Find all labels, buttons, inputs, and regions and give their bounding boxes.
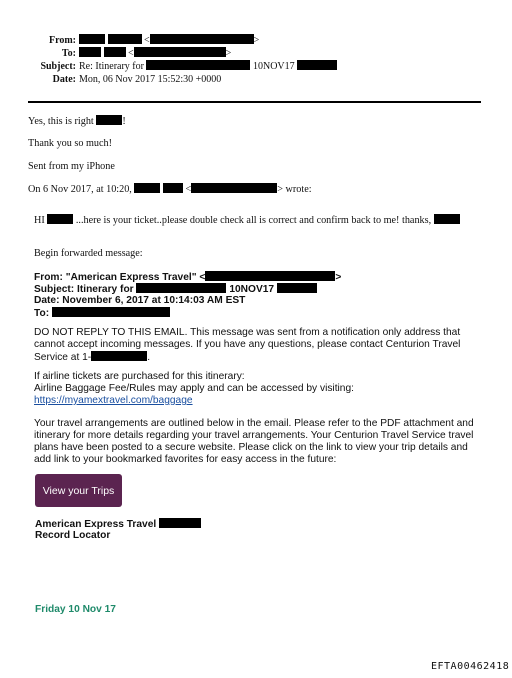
header-from-row (0, 34, 259, 47)
notice-line-1: DO NOT REPLY TO THIS EMAIL. This message was sent from a notification only address that (34, 327, 461, 338)
subject-prefix: Re: Itinerary for (79, 61, 144, 72)
reply-line-3: Sent from my iPhone (28, 161, 115, 172)
redaction (79, 47, 101, 57)
redaction (163, 183, 183, 193)
redaction (79, 34, 105, 44)
angle-close: > (335, 272, 342, 283)
redaction (52, 307, 170, 317)
travel-line-4: add link to your bookmarked favorites for easy access in the future: (34, 454, 337, 465)
redaction (205, 271, 335, 281)
redaction (146, 60, 250, 70)
redaction (91, 351, 147, 361)
quoted-message (34, 214, 460, 226)
angle-open: < (185, 184, 192, 195)
reply-line-2: Thank you so much! (28, 138, 113, 149)
quote-attribution (28, 183, 312, 195)
redaction (434, 214, 460, 224)
fwd-to-row (34, 307, 170, 321)
message-text: ...here is your ticket..please double check all is correct and confirm back to me! thanks, (75, 215, 432, 226)
baggage-link[interactable] (34, 395, 193, 408)
redaction (134, 183, 160, 193)
redaction (47, 214, 73, 224)
reply-punct: ! (122, 116, 126, 127)
redaction (136, 283, 226, 293)
travel-line-1: Your travel arrangements are outlined below in the email. Please refer to the PDF attachment and (34, 418, 474, 429)
fwd-to: To: (34, 308, 50, 319)
redaction (297, 60, 337, 70)
travel-line-3: plans have been posted to a secure website. Please click on the link to view your trip details and (34, 442, 468, 453)
notice-line-2: cannot accept incoming messages. If you have any questions, please contact Centurion Travel (34, 339, 461, 350)
redaction (96, 115, 122, 125)
date-value: Mon, 06 Nov 2017 15:52:30 +0000 (79, 74, 222, 85)
view-trips-button[interactable]: View your Trips (35, 474, 122, 507)
subject-code: 10NOV17 (252, 61, 295, 72)
angle-close: > (225, 48, 232, 59)
redaction (108, 34, 142, 44)
travel-line-2: itinerary for more details regarding your travel arrangements. Your Centurion Travel Service travel (34, 430, 474, 441)
document-id: EFTA00462418 (431, 661, 510, 672)
angle-open: < (128, 48, 134, 59)
begin-forwarded: Begin forwarded message: (34, 248, 143, 259)
to-label: To: (61, 48, 76, 59)
fwd-date-row: Date: November 6, 2017 at 10:14:03 AM EST (34, 295, 246, 306)
notice-line-3 (34, 351, 150, 365)
amex-label: American Express Travel (35, 519, 157, 530)
quote-suffix: > wrote: (277, 184, 312, 195)
redaction (277, 283, 317, 293)
airline-line-2: Airline Baggage Fee/Rules may apply and can be accessed by visiting: (34, 383, 354, 394)
fwd-subject: Subject: Itinerary for (34, 284, 134, 295)
redaction (134, 47, 226, 57)
reply-text: Yes, this is right (28, 116, 94, 127)
notice-punct: . (147, 352, 151, 363)
header-divider (28, 101, 481, 103)
header-subject-row (0, 60, 337, 73)
header-date-row (0, 73, 221, 86)
airline-line-1: If airline tickets are purchased for this itinerary: (34, 371, 245, 382)
redaction (191, 183, 277, 193)
redaction (150, 34, 254, 44)
notice-text: Service at 1- (34, 352, 92, 363)
fwd-from: From: "American Express Travel" < (34, 272, 206, 283)
header-to-row (0, 47, 231, 60)
date-label: Date: (52, 74, 76, 85)
day-heading: Friday 10 Nov 17 (35, 604, 116, 615)
greeting: HI (34, 215, 45, 226)
subject-label: Subject: (40, 61, 76, 72)
from-label: From: (48, 35, 76, 46)
redaction (104, 47, 126, 57)
angle-open: < (144, 35, 150, 46)
angle-close: > (253, 35, 260, 46)
redaction (159, 518, 201, 528)
reply-line-1 (28, 115, 126, 127)
record-locator-label: Record Locator (35, 530, 111, 541)
fwd-subject-code: 10NOV17 (229, 284, 275, 295)
quote-prefix: On 6 Nov 2017, at 10:20, (28, 184, 132, 195)
baggage-link-text[interactable]: https://myamextravel.com/baggage (34, 395, 193, 406)
